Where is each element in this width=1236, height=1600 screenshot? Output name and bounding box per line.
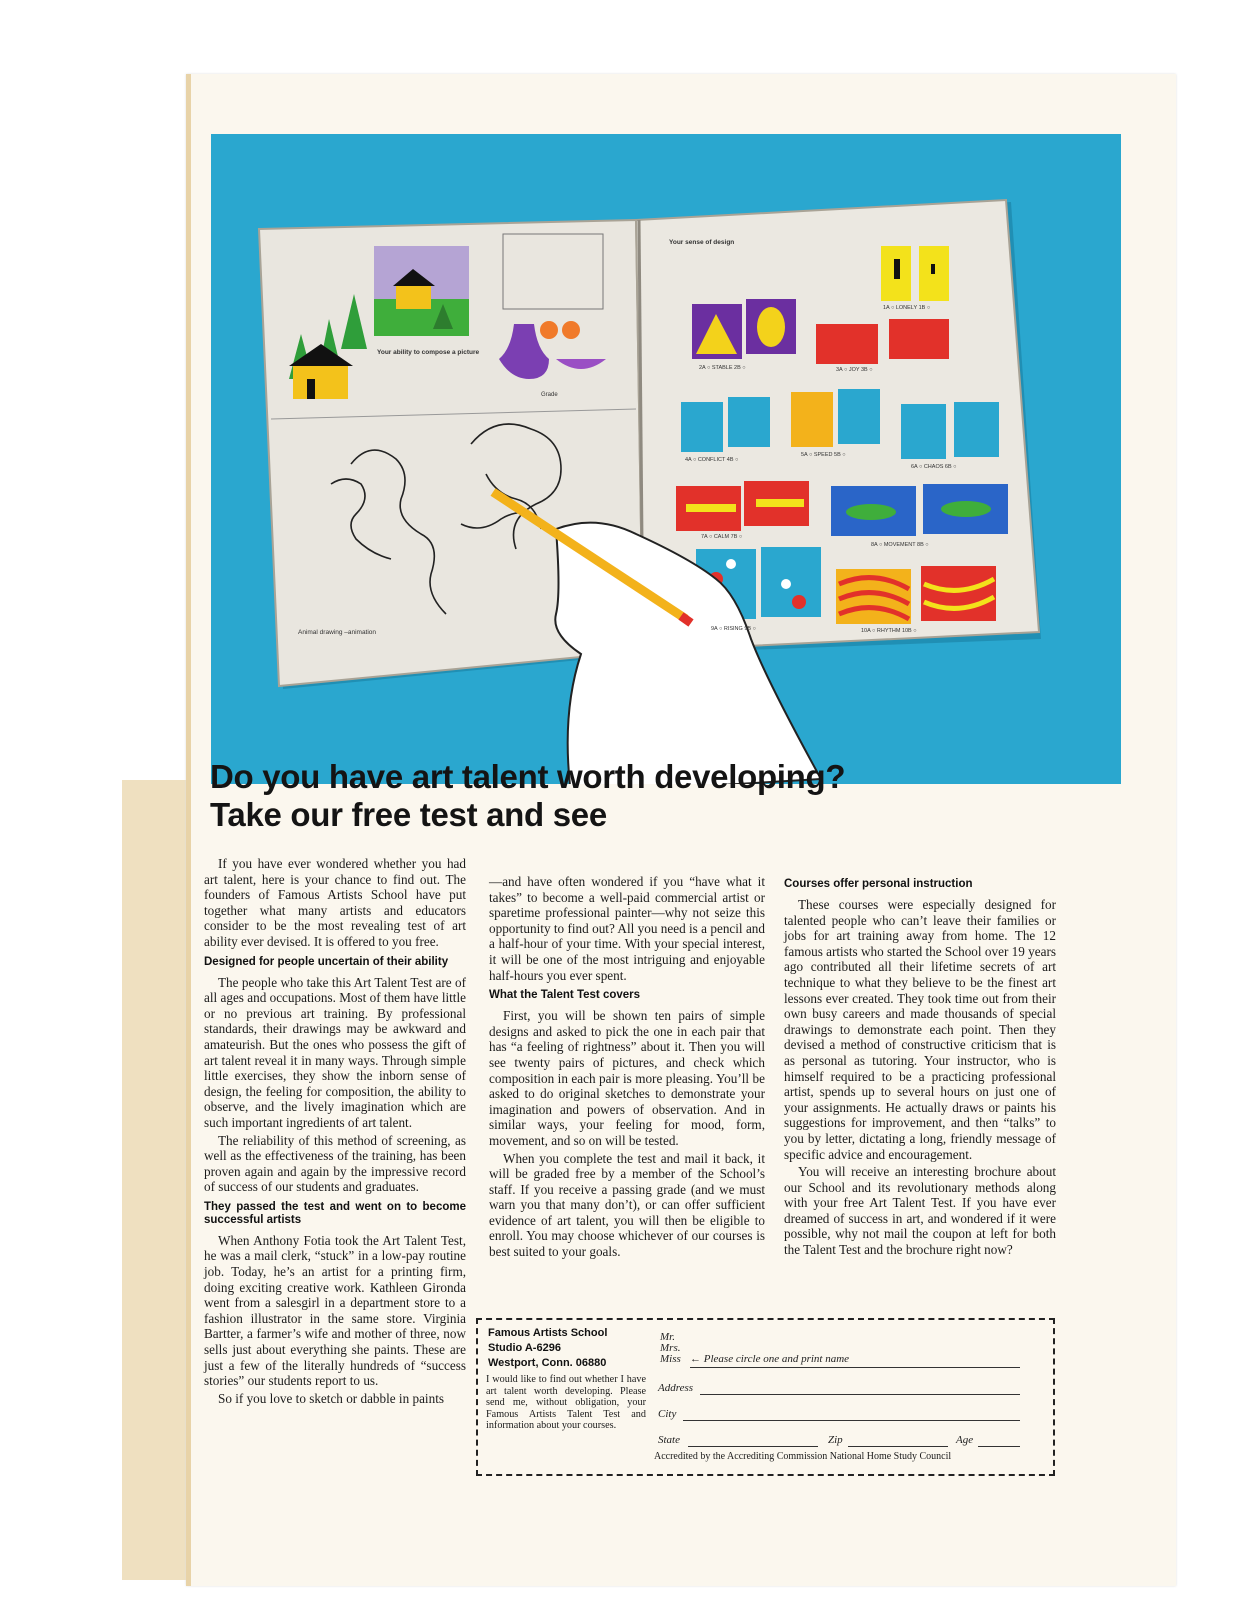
- pair-label: 7A ○ CALM 7B ○: [701, 534, 743, 540]
- salutation-miss[interactable]: Miss: [660, 1353, 681, 1365]
- paragraph: You will receive an interesting brochure about our School and its revolutionary methods along with your free Art Talent Test. If you have ever dreamed of success in art, and wondered if it were possible, why not mail the coupon at left for both the Talent Test and the brochure right now?: [784, 1164, 1056, 1258]
- body-column-2: [489, 874, 765, 1262]
- pair-label: 9A ○ RISING 9B ○: [711, 626, 756, 632]
- zip-field[interactable]: [848, 1446, 948, 1447]
- mail-coupon: [476, 1318, 1055, 1476]
- paragraph: First, you will be shown ten pairs of simple designs and asked to pick the one in each pair that has “a feeling of rightness” about it. Then you will see twenty pairs of pictures, and check which composition in each pair is more pleasing. You’ll be asked to do original sketches to demonstrate your imagination and powers of observation. And in similar ways, your feeling for mood, form, movement, and so on will be tested.: [489, 1008, 765, 1148]
- body-column-3: [784, 878, 1056, 1260]
- paragraph: —and have often wondered if you “have what it takes” to become a well-paid commercial artist or sparetime professional painter—why not seize this opportunity to find out? All you need is a pencil and a half-hour of your time. With your special interest, it will be one of the most intriguing and enjoyable half-hours you ever spent.: [489, 874, 765, 983]
- subheading-passed-test: They passed the test and went on to become successful artists: [204, 1200, 466, 1226]
- salutation-mr[interactable]: Mr.: [660, 1331, 675, 1343]
- headline: [210, 758, 1110, 834]
- left-caption-title: Your ability to compose a picture: [377, 349, 480, 356]
- paragraph: The people who take this Art Talent Test are of all ages and occupations. Most of them have little or no previous art training. By professional standards, their drawings may be awkward and amateurish. But the ones who possess the gift of art talent reveal it in many ways. Through simple little exercises, they show the inborn sense of design, the feeling for composition, the ability to observe, and the lively imagination which are such important ingredients of art talent.: [204, 974, 466, 1130]
- coupon-address-block: [488, 1326, 648, 1371]
- coupon-city: Westport, Conn. 06880: [488, 1357, 607, 1369]
- body-column-1: [204, 856, 466, 1408]
- animal-caption: Animal drawing –animation: [298, 629, 377, 636]
- pair-label: 1A ○ LONELY 1B ○: [883, 305, 931, 311]
- age-label: Age: [956, 1434, 974, 1446]
- subheading-courses: Courses offer personal instruction: [784, 878, 973, 890]
- coupon-studio: Studio A-6296: [488, 1342, 561, 1354]
- age-field[interactable]: [978, 1446, 1020, 1447]
- open-book-drawing: [211, 134, 1121, 784]
- cover-edge: [122, 780, 186, 1580]
- workbook-illustration: [211, 134, 1121, 784]
- city-label: City: [658, 1408, 677, 1420]
- state-label: State: [658, 1434, 680, 1446]
- paragraph: When Anthony Fotia took the Art Talent Test, he was a mail clerk, “stuck” in a low-pay routine job. Today, he’s an artist for a printing firm, doing exciting creative work. Kathleen Gironda went from a salesgirl in a department store to a fashion illustrator in the same store. Virginia Bartter, a farmer’s wife and mother of three, now sells just about everything she paints. These are just a few of the literally hundreds of “success stories” our students report to us.: [204, 1232, 466, 1389]
- paragraph: The reliability of this method of screening, as well as the effectiveness of the training, has been proven again and again by the impressive record of success of our students and graduates.: [204, 1132, 466, 1195]
- right-page-title: Your sense of design: [669, 239, 735, 246]
- salutation-mrs[interactable]: Mrs.: [660, 1342, 681, 1354]
- pair-label: 3A ○ JOY 3B ○: [836, 367, 873, 373]
- address-field[interactable]: [700, 1394, 1020, 1395]
- pair-label: 2A ○ STABLE 2B ○: [699, 365, 746, 371]
- paragraph: These courses were especially designed for talented people who can’t leave their families or jobs for art training away from home. The 12 famous artists who started the School over 19 years ago contributed all their lifetime secrets of art technique to what they believe to be the finest art lessons ever created. They took time out from their own busy careers and made thousands of special drawings to demonstrate each point. Then they devised a method of constructive criticism that is as personal as tutoring. Your instructor, who is himself required to be a practicing professional artist, spends up to several hours on just one of your assignments. He actually draws or paints his suggestions for improvement, and then “talks” to you by letter, dictating a long, friendly message of specific advice and encouragement.: [784, 897, 1056, 1162]
- paragraph: So if you love to sketch or dabble in paints: [218, 1390, 444, 1406]
- city-field[interactable]: [683, 1420, 1020, 1421]
- address-label: Address: [658, 1382, 694, 1394]
- pair-label: 4A ○ CONFLICT 4B ○: [685, 457, 739, 463]
- intro-paragraph: If you have ever wondered whether you had art talent, here is your chance to find out. The founders of Famous Artists School have put together what many artists and educators consider to be the most revealing test of art ability ever devised. It is offered to you free.: [204, 856, 466, 949]
- paragraph: When you complete the test and mail it back, it will be graded free by a member of the School’s staff. If you receive a passing grade (and we must warn you that many don’t), or can offer sufficient evidence of art talent, you will then be eligible to enroll. You may choose whichever of our courses is best suited to your goals.: [489, 1150, 765, 1260]
- headline-line-1: Do you have art talent worth developing?: [210, 758, 846, 795]
- pair-label: 10A ○ RHYTHM 10B ○: [861, 628, 917, 634]
- coupon-school-name: Famous Artists School: [488, 1327, 608, 1339]
- salutation-options[interactable]: [660, 1332, 681, 1365]
- pair-label: 6A ○ CHAOS 6B ○: [911, 464, 957, 470]
- name-field[interactable]: [690, 1367, 1020, 1368]
- coupon-request-text: I would like to find out whether I have art talent worth developing. Please send me, without obligation, your Famous Artists Talent Test and information about your courses.: [486, 1374, 646, 1431]
- zip-label: Zip: [828, 1434, 843, 1446]
- state-field[interactable]: [688, 1446, 818, 1447]
- left-grade-label: Grade: [541, 392, 558, 398]
- accreditation-note: Accredited by the Accrediting Commission National Home Study Council: [654, 1451, 952, 1462]
- pair-label: 8A ○ MOVEMENT 8B ○: [871, 542, 929, 548]
- circle-note: ← Please circle one and print name: [690, 1353, 850, 1365]
- pair-label: 5A ○ SPEED 5B ○: [801, 452, 846, 458]
- subheading-uncertain: Designed for people uncertain of their ability: [204, 955, 449, 968]
- subheading-test-covers: What the Talent Test covers: [489, 989, 641, 1002]
- headline-line-2: Take our free test and see: [210, 796, 607, 833]
